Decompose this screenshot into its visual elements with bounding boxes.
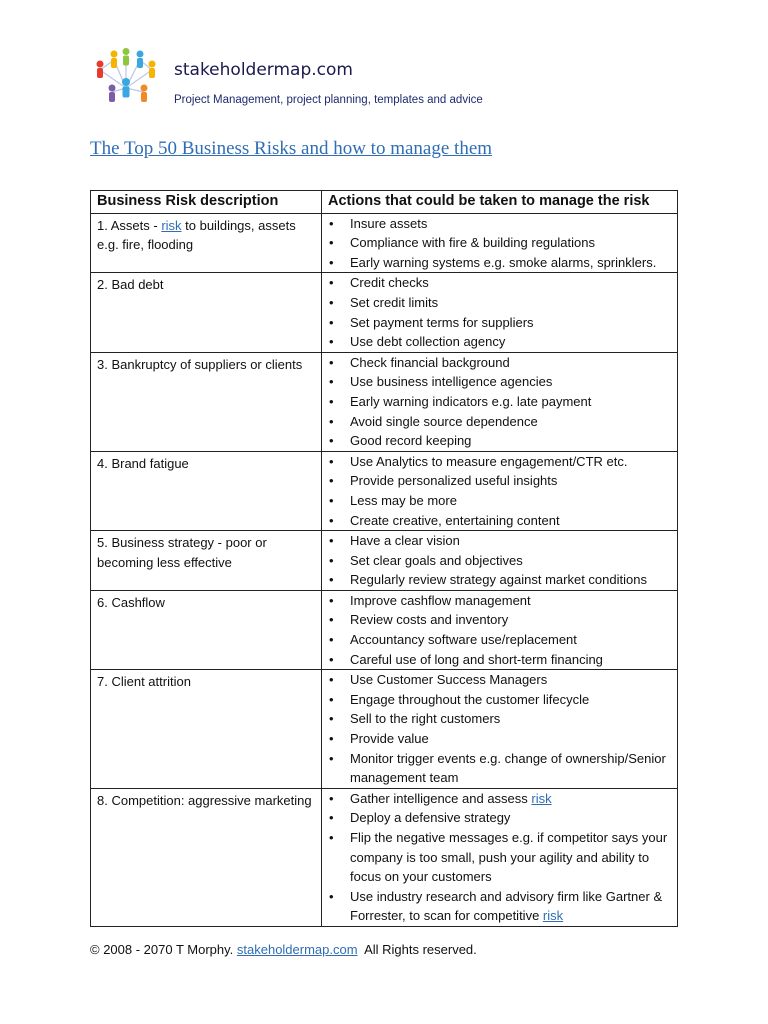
risk-description-text: 6. Cashflow bbox=[97, 594, 165, 610]
table-row bbox=[91, 213, 678, 273]
stakeholder-network-logo-icon bbox=[90, 48, 162, 110]
action-list-item bbox=[327, 887, 673, 926]
action-text: Less may be more bbox=[350, 492, 457, 508]
risk-description-cell bbox=[91, 213, 322, 273]
action-list-item bbox=[327, 551, 673, 571]
action-list-item bbox=[327, 690, 673, 710]
site-brand-name[interactable]: stakeholdermap.com bbox=[174, 60, 353, 80]
risk-actions-cell bbox=[322, 590, 678, 669]
action-text: Compliance with fire & building regulations bbox=[350, 235, 595, 251]
action-text: Set credit limits bbox=[350, 294, 439, 310]
action-list-item bbox=[327, 372, 673, 392]
table-row bbox=[91, 788, 678, 926]
action-text: Flip the negative messages e.g. if competitor says your company is too small, push your agility and ability to focus on your customers bbox=[350, 830, 668, 885]
action-list bbox=[327, 591, 673, 669]
copyright-text: © 2008 - 2070 T Morphy. bbox=[90, 942, 237, 957]
site-header bbox=[88, 44, 588, 114]
action-list-item bbox=[327, 452, 673, 472]
action-text: Credit checks bbox=[350, 275, 429, 291]
action-text: Set payment terms for suppliers bbox=[350, 314, 534, 330]
action-list-item bbox=[327, 650, 673, 670]
action-text: Deploy a defensive strategy bbox=[350, 810, 511, 826]
action-list-item bbox=[327, 828, 673, 887]
risk-description-text: 3. Bankruptcy of suppliers or clients bbox=[97, 356, 303, 372]
rights-text: All Rights reserved. bbox=[357, 942, 477, 957]
action-list bbox=[327, 273, 673, 351]
action-list-item bbox=[327, 392, 673, 412]
action-list-item bbox=[327, 233, 673, 253]
table-row bbox=[91, 273, 678, 352]
action-text: Early warning indicators e.g. late payment bbox=[350, 393, 592, 409]
risk-actions-cell bbox=[322, 352, 678, 451]
risk-actions-cell bbox=[322, 451, 678, 530]
table-row bbox=[91, 590, 678, 669]
table-row bbox=[91, 352, 678, 451]
action-text: Insure assets bbox=[350, 215, 428, 231]
action-text: Set clear goals and objectives bbox=[350, 552, 523, 568]
action-list-item bbox=[327, 253, 673, 273]
column-header-actions: Actions that could be taken to manage the risk bbox=[322, 191, 678, 214]
risk-description-cell bbox=[91, 451, 322, 530]
action-list-item bbox=[327, 789, 673, 809]
action-list bbox=[327, 531, 673, 590]
action-text: Improve cashflow management bbox=[350, 592, 531, 608]
table-header-row bbox=[91, 191, 678, 214]
risk-description-text: 4. Brand fatigue bbox=[97, 455, 189, 471]
column-header-description: Business Risk description bbox=[91, 191, 322, 214]
action-list-item bbox=[327, 293, 673, 313]
action-list-item bbox=[327, 808, 673, 828]
risk-actions-cell bbox=[322, 788, 678, 926]
action-list-item bbox=[327, 729, 673, 749]
risk-description-text: 5. Business strategy - poor or becoming less effective bbox=[97, 535, 267, 570]
document-title[interactable]: The Top 50 Business Risks and how to manage them bbox=[90, 138, 493, 159]
risk-description-cell bbox=[91, 788, 322, 926]
action-list-item bbox=[327, 273, 673, 293]
action-text: Accountancy software use/replacement bbox=[350, 632, 577, 648]
action-list bbox=[327, 670, 673, 788]
action-text: Sell to the right customers bbox=[350, 711, 501, 727]
action-list-item bbox=[327, 709, 673, 729]
action-text: Monitor trigger events e.g. change of ownership/Senior management team bbox=[350, 750, 666, 786]
action-text: Review costs and inventory bbox=[350, 612, 509, 628]
action-text: Use industry research and advisory firm like Gartner & Forrester, to scan for competitive bbox=[350, 888, 663, 924]
action-list-item bbox=[327, 431, 673, 451]
table-row bbox=[91, 451, 678, 530]
risk-description-text: 7. Client attrition bbox=[97, 674, 191, 690]
risk-description-text: 8. Competition: aggressive marketing bbox=[97, 792, 312, 808]
risk-actions-cell bbox=[322, 273, 678, 352]
page-footer bbox=[90, 942, 477, 957]
footer-site-link[interactable]: stakeholdermap.com bbox=[236, 942, 358, 957]
risk-description-cell bbox=[91, 670, 322, 789]
action-list bbox=[327, 214, 673, 273]
action-list bbox=[327, 353, 673, 451]
risk-description-text: 1. Assets - bbox=[97, 217, 162, 233]
action-text: Provide personalized useful insights bbox=[350, 473, 558, 489]
risk-actions-cell bbox=[322, 670, 678, 789]
risk-actions-cell bbox=[322, 213, 678, 273]
action-list bbox=[327, 789, 673, 926]
action-list-item bbox=[327, 412, 673, 432]
risk-table bbox=[90, 190, 678, 927]
risk-table-body bbox=[91, 213, 678, 926]
risk-description-cell bbox=[91, 531, 322, 591]
risk-description-cell bbox=[91, 352, 322, 451]
action-text: Gather intelligence and assess bbox=[350, 790, 532, 806]
action-text: Use business intelligence agencies bbox=[350, 374, 553, 390]
risk-link[interactable]: risk bbox=[542, 908, 564, 924]
action-text: Careful use of long and short-term financing bbox=[350, 651, 603, 667]
action-list-item bbox=[327, 353, 673, 373]
action-text: Good record keeping bbox=[350, 433, 472, 449]
action-text: Provide value bbox=[350, 731, 429, 747]
action-text: Check financial background bbox=[350, 354, 510, 370]
action-text: Have a clear vision bbox=[350, 533, 460, 549]
action-text: Regularly review strategy against market conditions bbox=[350, 572, 647, 588]
action-list bbox=[327, 452, 673, 530]
action-list-item bbox=[327, 610, 673, 630]
table-row bbox=[91, 670, 678, 789]
action-text: Use Analytics to measure engagement/CTR etc. bbox=[350, 453, 628, 469]
action-text: Use debt collection agency bbox=[350, 334, 506, 350]
action-list-item bbox=[327, 491, 673, 511]
action-list-item bbox=[327, 749, 673, 788]
action-list-item bbox=[327, 670, 673, 690]
action-list-item bbox=[327, 630, 673, 650]
action-list-item bbox=[327, 570, 673, 590]
action-text: Avoid single source dependence bbox=[350, 413, 538, 429]
action-list-item bbox=[327, 591, 673, 611]
risk-link[interactable]: risk bbox=[161, 217, 182, 233]
action-text: Engage throughout the customer lifecycle bbox=[350, 691, 590, 707]
action-text: Use Customer Success Managers bbox=[350, 672, 548, 688]
action-list-item bbox=[327, 531, 673, 551]
risk-description-cell bbox=[91, 590, 322, 669]
risk-description-text: 2. Bad debt bbox=[97, 277, 164, 293]
site-tagline: Project Management, project planning, templates and advice bbox=[174, 94, 483, 106]
risk-description-text: to buildings, assets e.g. fire, flooding bbox=[97, 217, 296, 253]
risk-actions-cell bbox=[322, 531, 678, 591]
action-text: Create creative, entertaining content bbox=[350, 512, 560, 528]
action-list-item bbox=[327, 471, 673, 491]
action-list-item bbox=[327, 332, 673, 352]
risk-description-cell bbox=[91, 273, 322, 352]
risk-link[interactable]: risk bbox=[531, 790, 552, 806]
table-row bbox=[91, 531, 678, 591]
action-list-item bbox=[327, 511, 673, 531]
action-list-item bbox=[327, 313, 673, 333]
action-list-item bbox=[327, 214, 673, 234]
action-text: Early warning systems e.g. smoke alarms, sprinklers. bbox=[350, 254, 657, 270]
